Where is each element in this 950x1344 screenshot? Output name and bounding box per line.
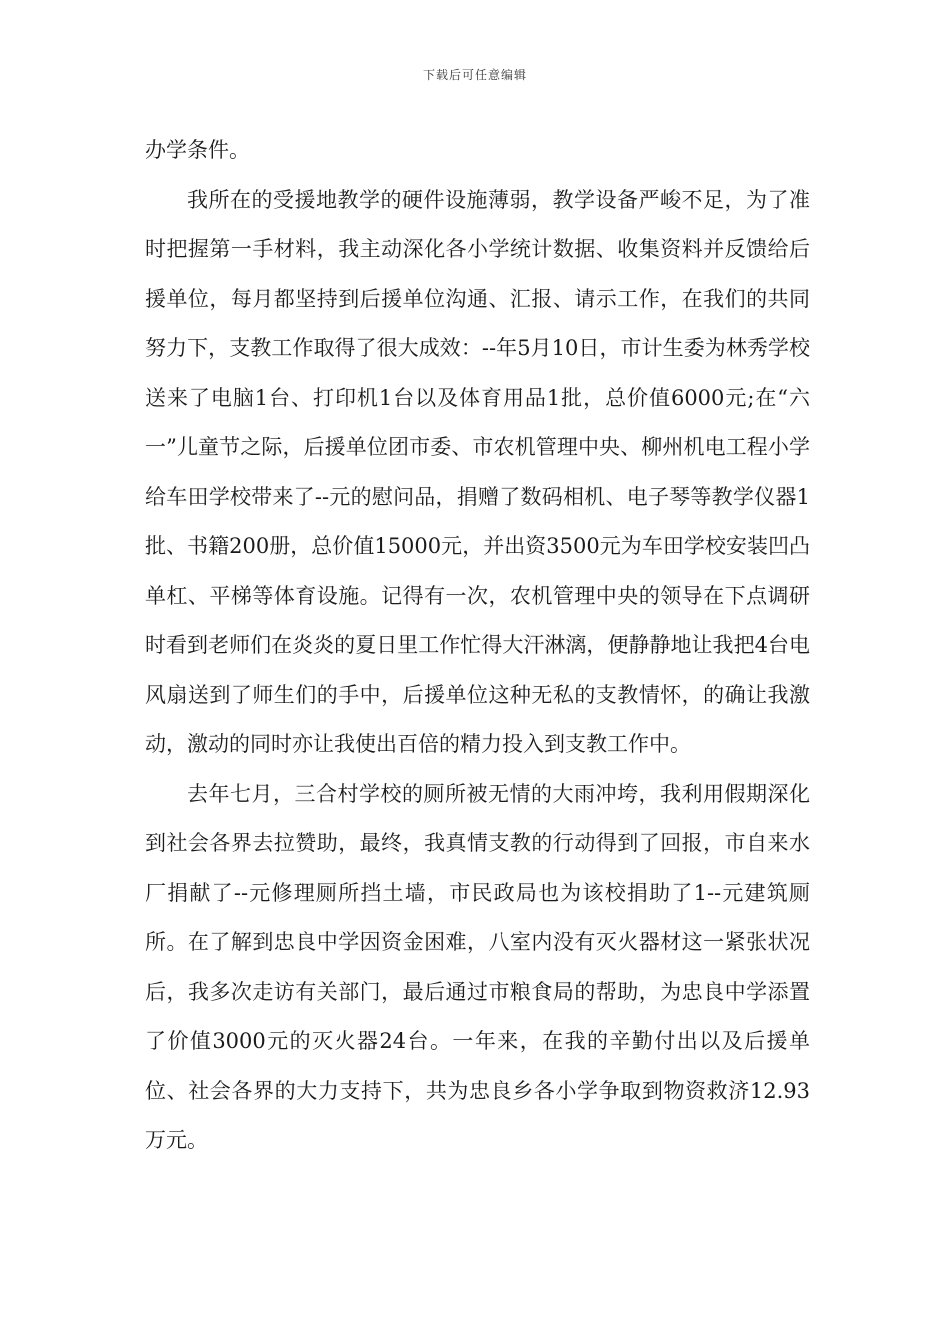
page-header: 下载后可任意编辑 — [422, 68, 527, 82]
paragraph-2: 我所在的受援地教学的硬件设施薄弱，教学设备严峻不足，为了准时把握第一手材料，我主动深化各小学统计数据、收集资料并反馈给后援单位，每月都坚持到后援单位沟通、汇报、请示工作，在我们的共同努力下，支教工作取得了很大成效：--年5月10日，市计生委为林秀学校送来了电脑1台、打印机1台以及体育用品1批，总价值6000元;在“六一”儿童节之际，后援单位团市委、市农机管理中央、柳州机电工程小学给车田学校带来了--元的慰问品，捐赠了数码相机、电子琴等教学仪器1批、书籍200册，总价值15000元，并出资3500元为车田学校安装凹凸单杠、平梯等体育设施。记得有一次，农机管理中央的领导在下点调研时看到老师们在炎炎的夏日里工作忙得大汗淋漓，便静静地让我把4台电风扇送到了师生们的手中，后援单位这种无私的支教情怀，的确让我激动，激动的同时亦让我使出百倍的精力投入到支教工作中。 — [145, 187, 810, 756]
body-text — [145, 126, 810, 1166]
paragraph-1: 办学条件。 — [145, 138, 250, 162]
paragraph-3: 去年七月，三合村学校的厕所被无情的大雨冲垮，我利用假期深化到社会各界去拉赞助，最终，我真情支教的行动得到了回报，市自来水厂捐献了--元修理厕所挡土墙，市民政局也为该校捐助了1--元建筑厕所。在了解到忠良中学因资金困难，八室内没有灭火器材这一紧张状况后，我多次走访有关部门，最后通过市粮食局的帮助，为忠良中学添置了价值3000元的灭火器24台。一年来，在我的辛勤付出以及后援单位、社会各界的大力支持下，共为忠良乡各小学争取到物资救济12.93万元。 — [145, 781, 810, 1152]
